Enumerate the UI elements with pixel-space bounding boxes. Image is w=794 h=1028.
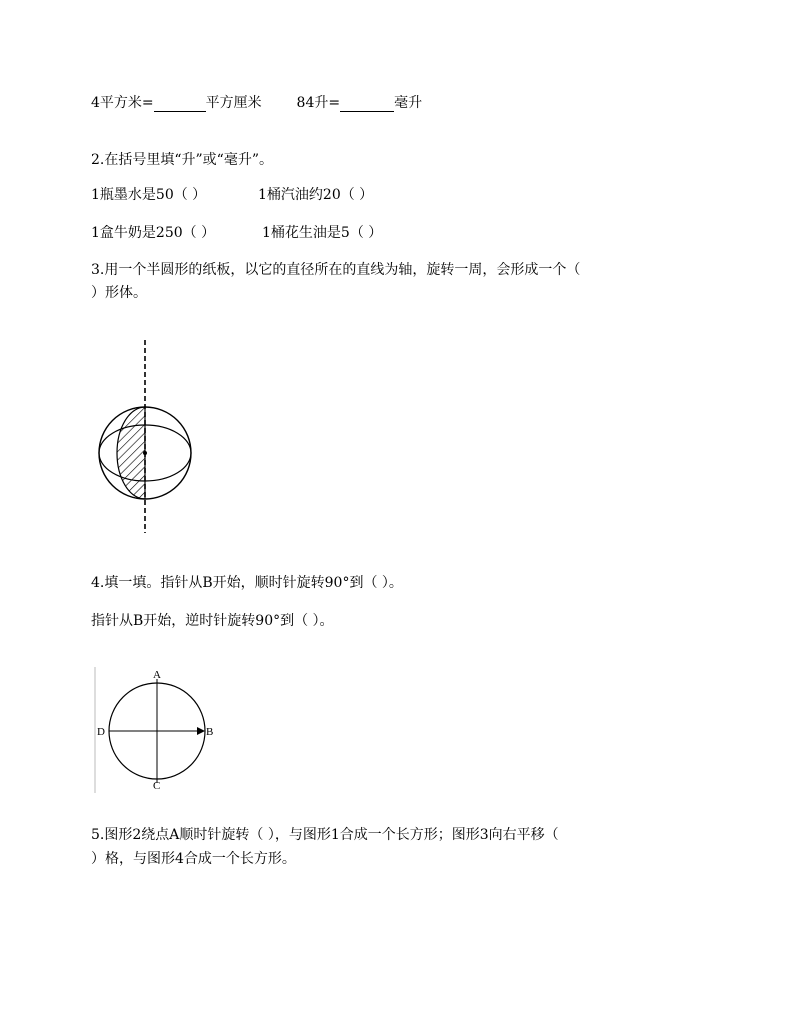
q2-title: 2.在括号里填“升”或“毫升”。 <box>91 152 273 168</box>
q3-line1: 3.用一个半圆形的纸板，以它的直径所在的直线为轴，旋转一周，会形成一个（ <box>91 262 581 278</box>
q2-row1-left: 1瓶墨水是50（ ） <box>91 187 207 203</box>
q5-line2: ）格，与图形4合成一个长方形。 <box>91 851 296 867</box>
volume-conversion-suffix: 毫升 <box>394 95 423 111</box>
q5-line1: 5.图形2绕点A顺时针旋转（ ），与图形1合成一个长方形；图形3向右平移（ <box>91 827 559 843</box>
area-conversion-prefix: 4平方米= <box>91 95 154 111</box>
label-b: B <box>206 726 214 738</box>
hatched-semicircle <box>117 407 145 499</box>
label-a: A <box>153 669 161 681</box>
q4-line2: 指针从B开始，逆时针旋转90°到（ ）。 <box>91 613 334 629</box>
area-answer-blank[interactable] <box>154 97 206 112</box>
q2-row2-left: 1盒牛奶是250（ ） <box>91 225 216 241</box>
pointer-dial-diagram <box>92 665 222 795</box>
center-dot <box>143 451 147 455</box>
label-c: C <box>153 780 161 792</box>
q2-row1-right: 1桶汽油约20（ ） <box>258 187 374 203</box>
q2-row2-right: 1桶花生油是5（ ） <box>262 225 383 241</box>
arrow-head-icon <box>197 727 205 735</box>
unit-conversion-line <box>91 94 422 112</box>
pointer-dial-figure <box>92 665 222 795</box>
area-conversion-suffix: 平方厘米 <box>205 95 262 111</box>
q4-line1: 4.填一填。指针从B开始，顺时针旋转90°到（ ）。 <box>91 575 403 591</box>
volume-conversion-prefix: 84升= <box>296 95 341 111</box>
label-d: D <box>97 726 105 738</box>
sphere-diagram <box>95 338 205 538</box>
volume-answer-blank[interactable] <box>340 97 394 112</box>
q3-line2: ）形体。 <box>91 285 147 301</box>
sphere-rotation-figure <box>95 338 205 538</box>
